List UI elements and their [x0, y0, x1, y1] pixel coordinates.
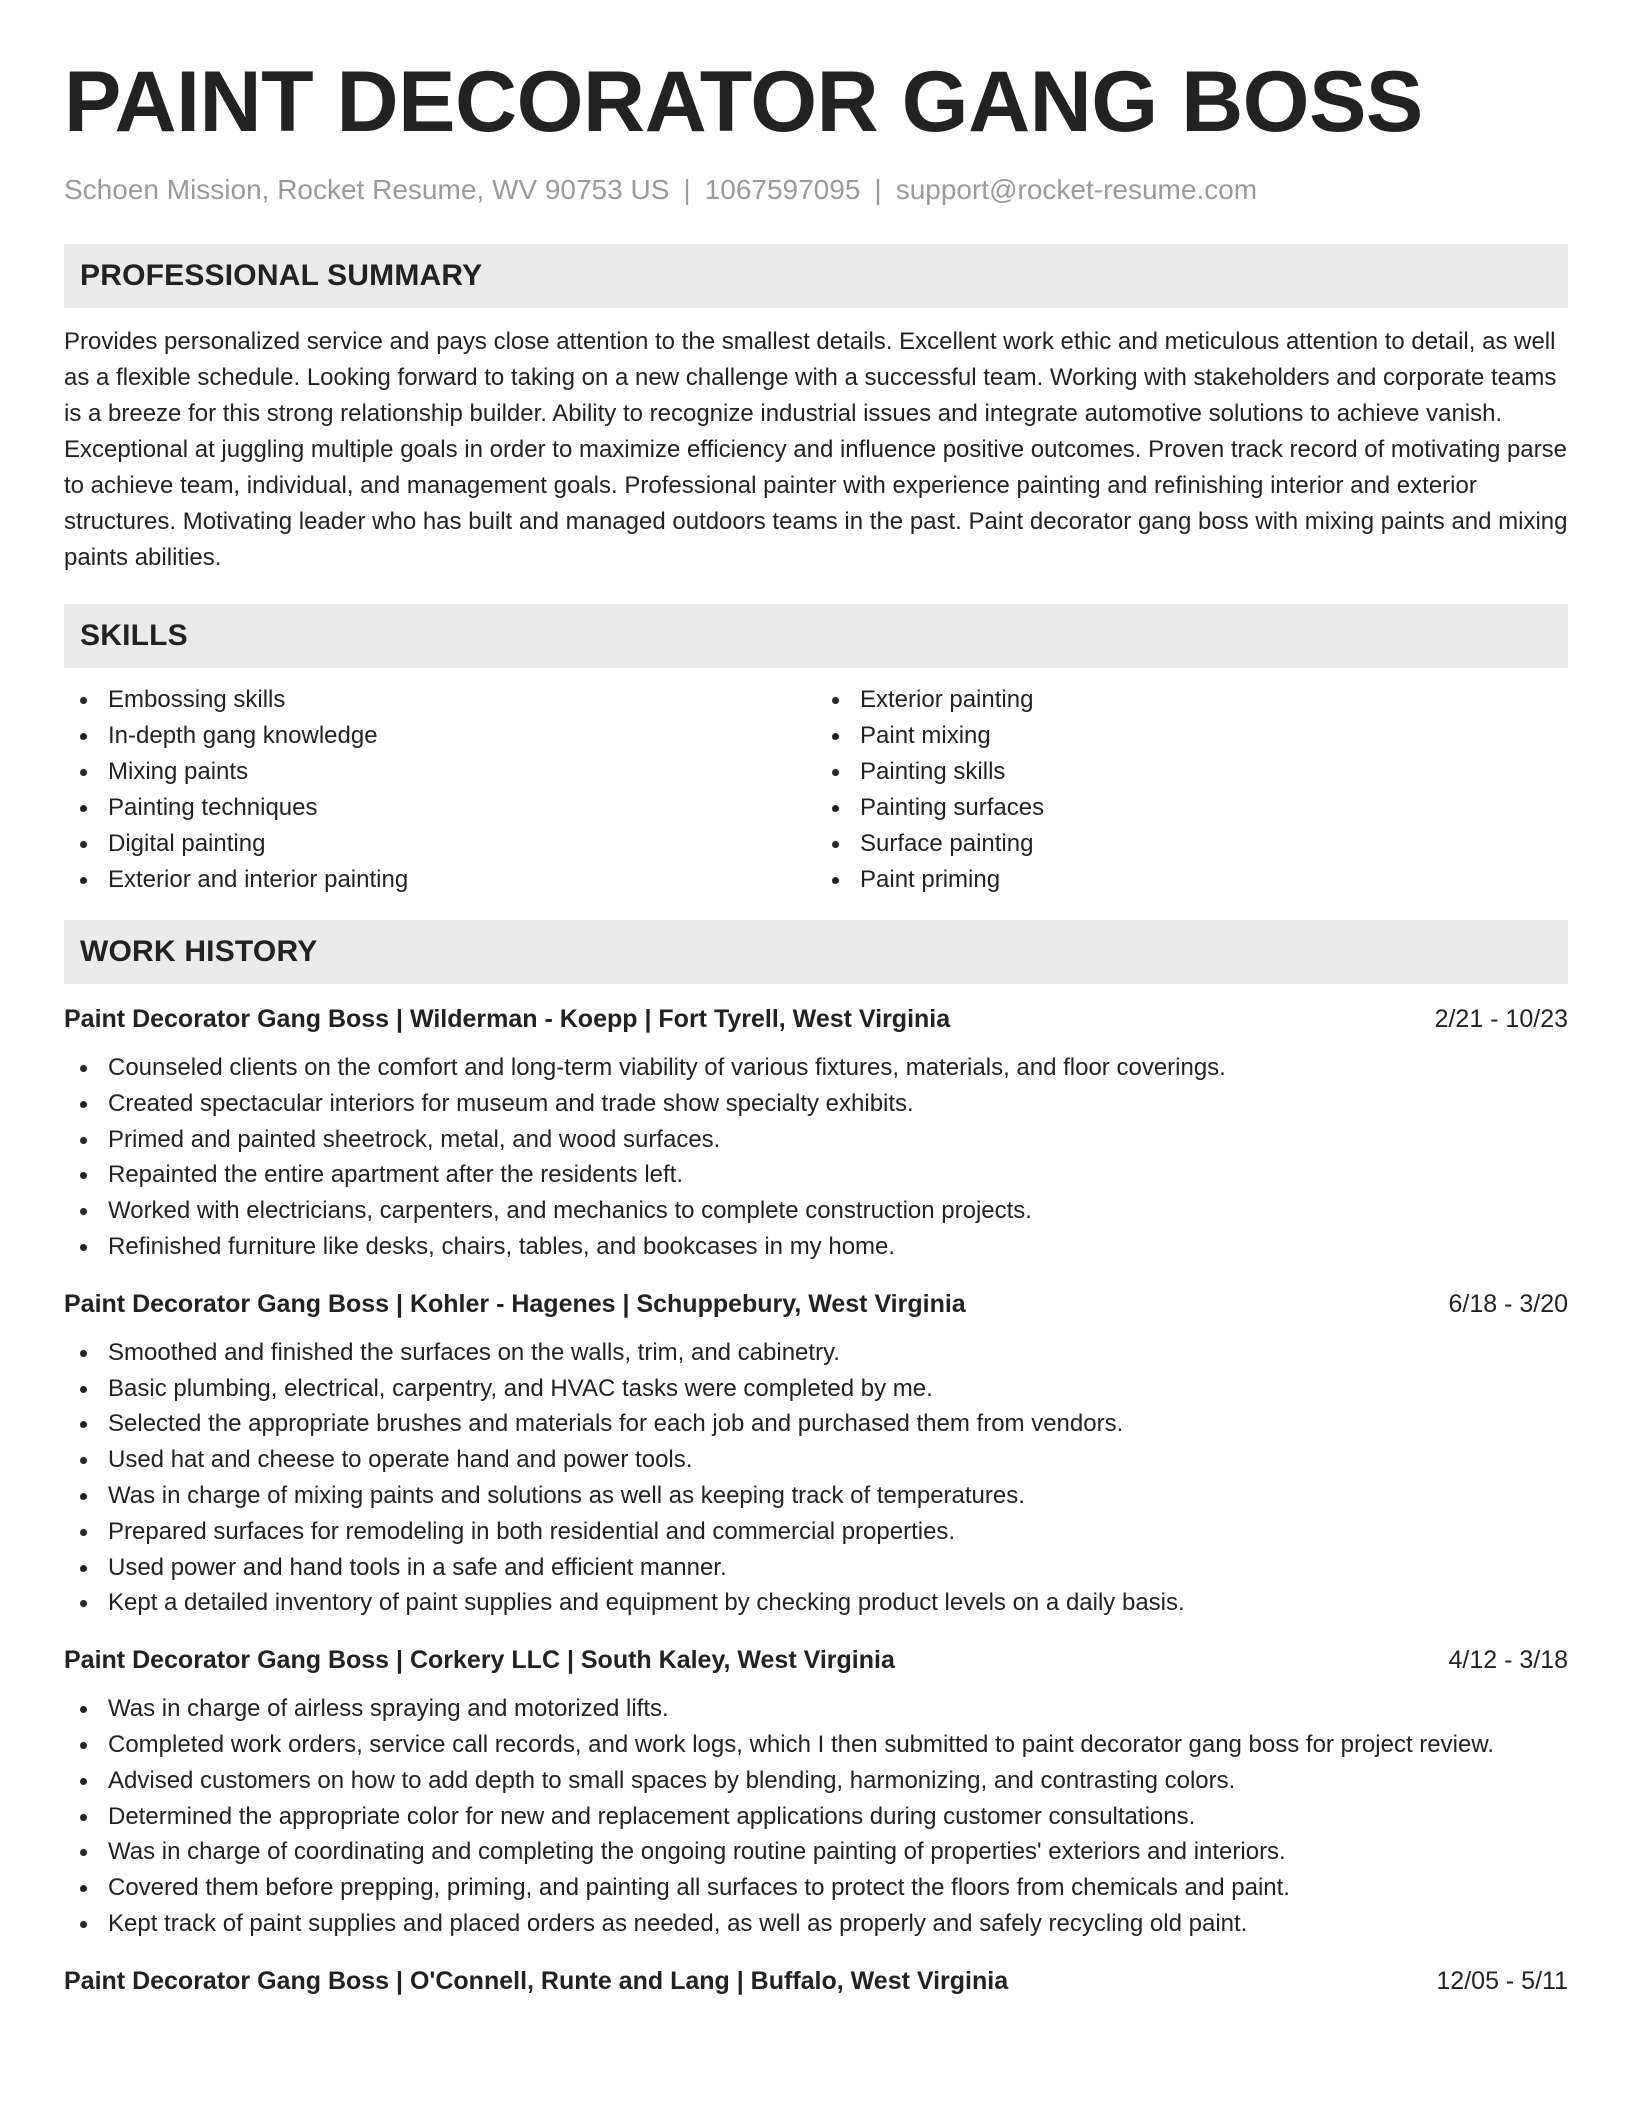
contact-separator: | — [874, 174, 882, 205]
job-bullet: Refinished furniture like desks, chairs, tables, and bookcases in my home. — [64, 1229, 1568, 1265]
contact-email: support@rocket-resume.com — [895, 174, 1258, 205]
job-title: Paint Decorator Gang Boss | O'Connell, Runte and Lang | Buffalo, West Virginia — [64, 1966, 1009, 1995]
job-bullet: Was in charge of coordinating and completing the ongoing routine painting of properties' exteriors and interiors. — [64, 1834, 1568, 1870]
skills-heading: SKILLS — [64, 604, 1568, 668]
skill-item: Painting surfaces — [816, 790, 1568, 826]
job-bullets — [64, 1335, 1568, 1621]
job-dates: 2/21 - 10/23 — [1434, 1005, 1568, 1033]
contact-separator: | — [683, 174, 691, 205]
job-dates: 6/18 - 3/20 — [1448, 1289, 1568, 1318]
job-bullet: Created spectacular interiors for museum and trade show specialty exhibits. — [64, 1086, 1568, 1122]
contact-line — [64, 172, 1568, 208]
skill-item: Exterior and interior painting — [64, 862, 816, 898]
skills-list — [64, 682, 1568, 898]
contact-address: Schoen Mission, Rocket Resume, WV 90753 US — [64, 174, 670, 205]
job-header — [64, 1287, 1568, 1321]
job-bullet: Kept a detailed inventory of paint supplies and equipment by checking product levels on a daily basis. — [64, 1585, 1568, 1621]
job-bullet: Advised customers on how to add depth to small spaces by blending, harmonizing, and contrasting colors. — [64, 1763, 1568, 1799]
job-bullet: Primed and painted sheetrock, metal, and wood surfaces. — [64, 1122, 1568, 1158]
job-bullet: Kept track of paint supplies and placed orders as needed, as well as properly and safely recycling old paint. — [64, 1906, 1568, 1942]
skill-item: Paint priming — [816, 862, 1568, 898]
job-title: Paint Decorator Gang Boss | Corkery LLC | South Kaley, West Virginia — [64, 1646, 895, 1675]
skills-column-left — [64, 682, 816, 898]
job-entry — [64, 1287, 1568, 1621]
job-bullet: Covered them before prepping, priming, and painting all surfaces to protect the floors from chemicals and paint. — [64, 1870, 1568, 1906]
skill-item: Mixing paints — [64, 754, 816, 790]
job-bullet: Used power and hand tools in a safe and efficient manner. — [64, 1550, 1568, 1586]
job-entry — [64, 1964, 1568, 1998]
job-title: Paint Decorator Gang Boss | Kohler - Hagenes | Schuppebury, West Virginia — [64, 1289, 966, 1318]
skill-item: Painting skills — [816, 754, 1568, 790]
skills-column-right — [816, 682, 1568, 898]
skill-item: Exterior painting — [816, 682, 1568, 718]
skill-item: Embossing skills — [64, 682, 816, 718]
job-header — [64, 1002, 1568, 1036]
job-bullet: Selected the appropriate brushes and materials for each job and purchased them from vendors. — [64, 1406, 1568, 1442]
job-bullet: Used hat and cheese to operate hand and power tools. — [64, 1442, 1568, 1478]
work-history-heading: WORK HISTORY — [64, 920, 1568, 984]
job-bullets — [64, 1691, 1568, 1942]
job-bullet: Worked with electricians, carpenters, and mechanics to complete construction projects. — [64, 1193, 1568, 1229]
job-header — [64, 1643, 1568, 1677]
job-bullets — [64, 1050, 1568, 1265]
resume-name: PAINT DECORATOR GANG BOSS — [64, 54, 1423, 150]
job-title: Paint Decorator Gang Boss | Wilderman - Koepp | Fort Tyrell, West Virginia — [64, 1005, 951, 1033]
summary-text: Provides personalized service and pays close attention to the smallest details. Excellent work ethic and meticulous attention to detail, as well as a flexible schedule. Looking forward to taking on a new challenge with a successful team. Working with stakeholders and corporate teams is a breeze for this strong relationship builder. Ability to recognize industrial issues and integrate automotive solutions to achieve vanish. Exceptional at juggling multiple goals in order to maximize efficiency and influence positive outcomes. Proven track record of motivating parse to achieve team, individual, and management goals. Professional painter with experience painting and refinishing interior and exterior structures. Motivating leader who has built and managed outdoors teams in the past. Paint decorator gang boss with mixing paints and mixing paints abilities. — [64, 328, 1568, 571]
job-header — [64, 1964, 1568, 1998]
job-entry — [64, 1002, 1568, 1265]
skill-item: Surface painting — [816, 826, 1568, 862]
job-bullet: Determined the appropriate color for new and replacement applications during customer consultations. — [64, 1799, 1568, 1835]
job-bullet: Counseled clients on the comfort and long-term viability of various fixtures, materials, and floor coverings. — [64, 1050, 1568, 1086]
job-entry — [64, 1643, 1568, 1942]
skill-item: Paint mixing — [816, 718, 1568, 754]
job-bullet: Basic plumbing, electrical, carpentry, and HVAC tasks were completed by me. — [64, 1371, 1568, 1407]
job-bullet: Repainted the entire apartment after the residents left. — [64, 1157, 1568, 1193]
job-bullet: Smoothed and finished the surfaces on the walls, trim, and cabinetry. — [64, 1335, 1568, 1371]
contact-phone: 1067597095 — [704, 174, 861, 205]
job-bullet: Was in charge of airless spraying and motorized lifts. — [64, 1691, 1568, 1727]
summary-heading: PROFESSIONAL SUMMARY — [64, 244, 1568, 308]
job-dates: 4/12 - 3/18 — [1448, 1646, 1568, 1675]
skill-item: Digital painting — [64, 826, 816, 862]
skill-item: Painting techniques — [64, 790, 816, 826]
skill-item: In-depth gang knowledge — [64, 718, 816, 754]
job-bullet: Completed work orders, service call records, and work logs, which I then submitted to paint decorator gang boss for project review. — [64, 1727, 1568, 1763]
job-dates: 12/05 - 5/11 — [1436, 1966, 1568, 1995]
job-bullet: Was in charge of mixing paints and solutions as well as keeping track of temperatures. — [64, 1478, 1568, 1514]
job-bullet: Prepared surfaces for remodeling in both residential and commercial properties. — [64, 1514, 1568, 1550]
